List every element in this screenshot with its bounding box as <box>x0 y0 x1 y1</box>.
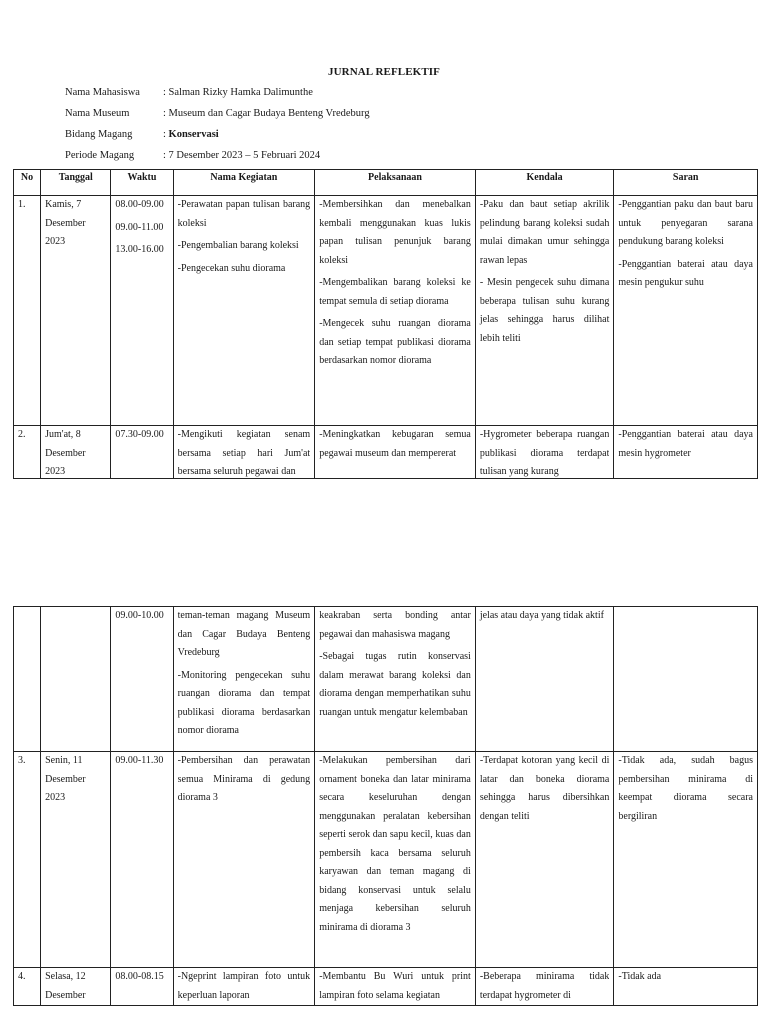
pelaksanaan-entry: keakraban serta bonding antar pegawai dan mahasiswa magang <box>319 610 471 640</box>
field-value: : 7 Desember 2023 – 5 Februari 2024 <box>163 150 321 161</box>
cell-waktu <box>111 968 173 1006</box>
tanggal-line: Desember <box>45 217 86 229</box>
kendala-entry: -Terdapat kotoran yang kecil di latar dan boneka diorama sehingga harus dibersihkan dengan teliti <box>479 755 610 822</box>
field-nama-mahasiswa <box>65 87 313 98</box>
tanggal-line: Desember <box>45 773 86 785</box>
pelaksanaan-entry: -Membersihkan dan menebalkan kembali menggunakan kuas lukis papan tulisan penunjuk barang koleksi <box>319 199 471 266</box>
cell-kendala <box>475 968 614 1006</box>
kegiatan-entry: -Ngeprint lampiran foto untuk keperluan laporan <box>177 971 311 1001</box>
cell-pelaksanaan <box>315 968 476 1006</box>
table-row <box>14 968 758 1006</box>
cell-no <box>14 607 41 752</box>
kendala-entry: jelas atau daya yang tidak aktif <box>479 610 604 621</box>
kegiatan-entry: -Pengembalian barang koleksi <box>177 240 299 251</box>
saran-entry: -Penggantian baterai atau daya mesin hygrometer <box>618 429 753 459</box>
cell-no: 3. <box>14 752 41 968</box>
table-row <box>14 607 758 752</box>
cell-kendala <box>475 196 614 426</box>
field-value: : Salman Rizky Hamka Dalimunthe <box>163 87 313 98</box>
tanggal-line: 2023 <box>45 236 66 247</box>
kegiatan-entry: -Mengikuti kegiatan senam bersama setiap hari Jum'at bersama seluruh pegawai dan <box>177 429 311 477</box>
cell-kendala <box>475 426 614 479</box>
waktu-entry: 08.00-09.00 <box>115 199 164 210</box>
kegiatan-entry: -Monitoring pengecekan suhu ruangan diorama dan tempat publikasi diorama berdasarkan nomor diorama <box>177 669 311 736</box>
waktu-entry: 09.00-11.00 <box>115 221 164 233</box>
cell-waktu <box>111 752 173 968</box>
field-label: Nama Museum <box>65 108 130 119</box>
column-header: Kendala <box>475 170 614 196</box>
kendala-entry: -Hygrometer beberapa ruangan publikasi diorama terdapat tulisan yang kurang <box>479 429 610 477</box>
cell-waktu <box>111 607 173 752</box>
field-nama-museum <box>65 108 370 119</box>
cell-kendala <box>475 752 614 968</box>
cell-kendala <box>475 607 614 752</box>
saran-entry: -Tidak ada <box>618 971 662 982</box>
kegiatan-entry: -Perawatan papan tulisan barang koleksi <box>177 199 311 229</box>
page-title: JURNAL REFLEKTIF <box>328 66 440 78</box>
waktu-entry: 08.00-08.15 <box>115 971 164 982</box>
pelaksanaan-entry: -Sebagai tugas rutin konservasi dalam merawat barang koleksi dan diorama dengan memperhatikan suhu ruangan untuk mengatur kelembaban <box>319 651 471 718</box>
table-row <box>14 752 758 968</box>
waktu-entry: 09.00-10.00 <box>115 610 164 621</box>
tanggal-line: Desember <box>45 989 86 1001</box>
kegiatan-entry: teman-teman magang Museum dan Cagar Budaya Benteng Vredeburg <box>177 610 311 658</box>
cell-tanggal <box>41 607 111 752</box>
field-value-prefix: : <box>163 129 169 140</box>
cell-saran <box>614 968 758 1006</box>
tanggal-line: 2023 <box>45 792 66 803</box>
kegiatan-entry: -Pengecekan suhu diorama <box>177 262 286 274</box>
cell-kegiatan <box>173 607 315 752</box>
pelaksanaan-entry: -Membantu Bu Wuri untuk print lampiran foto selama kegiatan <box>319 971 471 1001</box>
cell-tanggal <box>41 752 111 968</box>
cell-saran <box>614 752 758 968</box>
cell-tanggal <box>41 196 111 426</box>
column-header: No <box>14 170 41 196</box>
cell-pelaksanaan <box>315 196 476 426</box>
waktu-entry: 07.30-09.00 <box>115 429 164 440</box>
pelaksanaan-entry: -Mengembalikan barang koleksi ke tempat semula di setiap diorama <box>319 277 471 307</box>
column-header: Tanggal <box>41 170 111 196</box>
tanggal-line: Jum'at, 8 <box>45 429 81 440</box>
table-header-row <box>14 170 758 196</box>
journal-table-page-2 <box>13 606 758 1006</box>
pelaksanaan-entry: -Mengecek suhu ruangan diorama dan setiap tempat publikasi diorama berdasarkan nomor diorama <box>319 318 471 366</box>
tanggal-line: Desember <box>45 447 86 459</box>
cell-tanggal <box>41 968 111 1006</box>
tanggal-line: Kamis, 7 <box>45 199 82 210</box>
cell-kegiatan <box>173 426 315 479</box>
cell-waktu <box>111 196 173 426</box>
kegiatan-entry: -Pembersihan dan perawatan semua Minirama di gedung diorama 3 <box>177 755 311 803</box>
cell-waktu <box>111 426 173 479</box>
saran-entry: -Penggantian paku dan baut baru untuk penyegaran sarana pendukung barang koleksi <box>618 199 753 247</box>
field-value: Konservasi <box>168 129 219 140</box>
kendala-entry: - Mesin pengecek suhu dimana beberapa tulisan suhu kurang jelas sehingga harus dilihat lebih teliti <box>479 277 610 344</box>
column-header: Nama Kegiatan <box>173 170 315 196</box>
cell-kegiatan <box>173 196 315 426</box>
cell-saran <box>614 426 758 479</box>
cell-kegiatan <box>173 968 315 1006</box>
column-header: Saran <box>614 170 758 196</box>
kendala-entry: -Beberapa minirama tidak terdapat hygrometer di <box>479 971 610 1001</box>
cell-saran <box>614 607 758 752</box>
kendala-entry: -Paku dan baut setiap akrilik pelindung barang koleksi sudah mulai dimakan umur sehingga rawan lepas <box>479 199 610 266</box>
cell-tanggal <box>41 426 111 479</box>
field-value: : Museum dan Cagar Budaya Benteng Vredeburg <box>163 108 370 119</box>
tanggal-line: Selasa, 12 <box>45 971 86 982</box>
saran-entry: -Penggantian baterai atau daya mesin pengukur suhu <box>618 258 753 288</box>
pelaksanaan-entry: -Melakukan pembersihan dari ornament boneka dan latar minirama secara keseluruhan dengan menggunakan peralatan kebersihan seperti serok dan sapu kecil, kuas dan pembersih kaca bersama seluruh karyawan dan teman magang di bidang konservasi untuk selalu menjaga kebersihan seluruh minirama di diorama 3 <box>319 755 471 933</box>
saran-entry: -Tidak ada, sudah bagus pembersihan minirama di keempat diorama secara bergiliran <box>618 755 753 822</box>
field-label: Periode Magang <box>65 150 135 161</box>
column-header: Pelaksanaan <box>315 170 476 196</box>
journal-table-page-1 <box>13 169 758 479</box>
cell-pelaksanaan <box>315 607 476 752</box>
waktu-entry: 09.00-11.30 <box>115 755 164 766</box>
field-label: Bidang Magang <box>65 129 133 140</box>
waktu-entry: 13.00-16.00 <box>115 244 164 255</box>
tanggal-line: 2023 <box>45 466 66 477</box>
field-bidang-magang <box>65 129 219 140</box>
cell-no: 1. <box>14 196 41 426</box>
cell-no: 2. <box>14 426 41 479</box>
cell-kegiatan <box>173 752 315 968</box>
table-row <box>14 426 758 479</box>
table-row <box>14 196 758 426</box>
tanggal-line: Senin, 11 <box>45 755 83 766</box>
field-periode-magang <box>65 150 320 161</box>
column-header: Waktu <box>111 170 173 196</box>
cell-pelaksanaan <box>315 426 476 479</box>
cell-saran <box>614 196 758 426</box>
pelaksanaan-entry: -Meningkatkan kebugaran semua pegawai museum dan mempererat <box>319 429 471 459</box>
cell-no: 4. <box>14 968 41 1006</box>
cell-pelaksanaan <box>315 752 476 968</box>
field-label: Nama Mahasiswa <box>65 87 140 98</box>
